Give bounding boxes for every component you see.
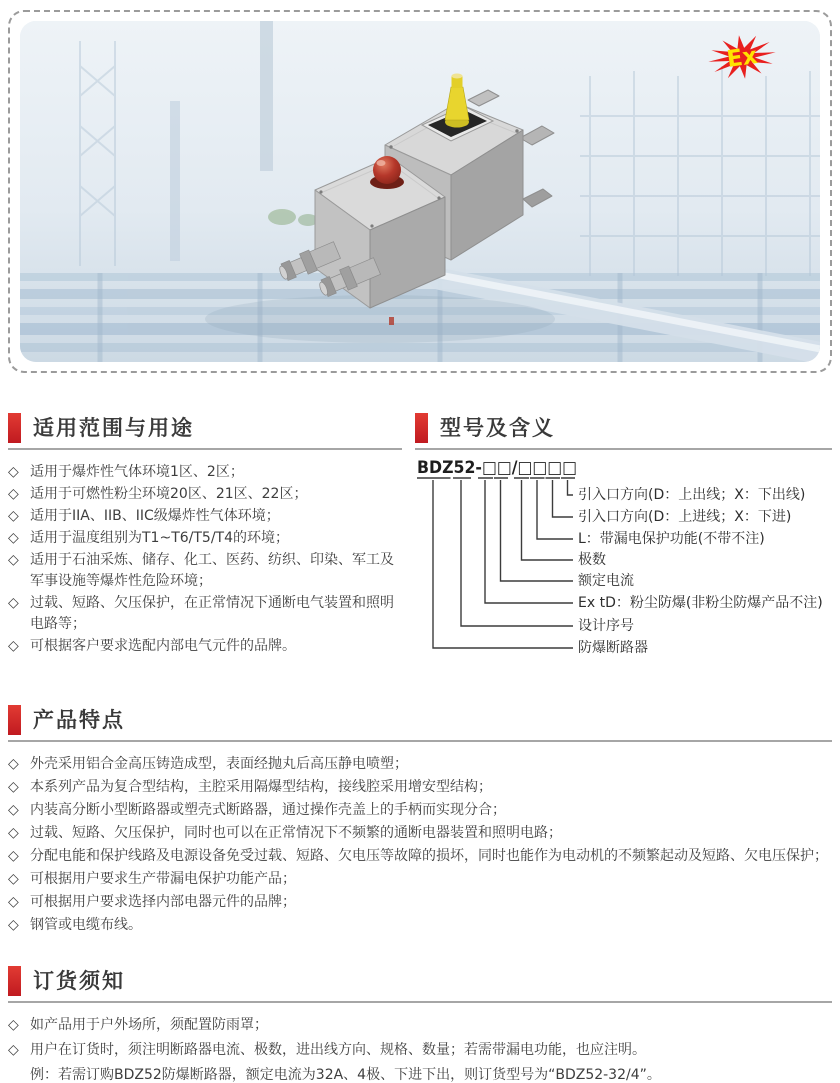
list-item: ◇ 适用于爆炸性气体环境1区、2区； [8, 462, 402, 483]
list-item: ◇ 过载、短路、欠压保护，在正常情况下通断电气装置和照明电路等； [8, 593, 402, 635]
diamond-bullet-icon: ◇ [8, 894, 19, 910]
diamond-bullet-icon: ◇ [8, 508, 19, 524]
section-header [8, 413, 402, 450]
list-item: ◇ 可根据客户要求选配内部电气元件的品牌。 [8, 636, 402, 657]
red-accent-bar [8, 966, 21, 996]
diamond-bullet-icon: ◇ [8, 530, 19, 546]
product-photo-scene [20, 21, 820, 362]
section-features [8, 705, 832, 938]
list-item: ◇ 用户在订货时，须注明断路器电流、极数，进出线方向、规格、数量；若需带漏电功能，也应注明。 [8, 1040, 832, 1061]
ordering-list [8, 1015, 832, 1083]
features-list [8, 754, 832, 936]
diamond-bullet-icon: ◇ [8, 802, 19, 818]
section-model [415, 413, 840, 683]
product-photo [20, 21, 820, 362]
red-accent-bar [415, 413, 428, 443]
ex-badge-text: Ex [725, 42, 760, 73]
section-scope [8, 413, 402, 658]
diamond-bullet-icon: ◇ [8, 464, 19, 480]
section-header [415, 413, 832, 450]
section-title: 订货须知 [33, 969, 125, 993]
list-item: ◇ 如产品用于户外场所，须配置防雨罩； [8, 1015, 832, 1036]
scope-list [8, 462, 402, 657]
section-header [8, 705, 832, 742]
model-label: 额定电流 [578, 573, 634, 589]
diamond-bullet-icon: ◇ [8, 848, 19, 864]
red-accent-bar [8, 705, 21, 735]
list-item: ◇ 适用于温度组别为T1~T6/T5/T4的环境； [8, 528, 402, 549]
list-item: ◇ 内装高分断小型断路器或塑壳式断路器，通过操作壳盖上的手柄而实现分合； [8, 800, 832, 821]
list-item: ◇ 过载、短路、欠压保护，同时也可以在正常情况下不频繁的通断电器装置和照明电路； [8, 823, 832, 844]
diamond-bullet-icon: ◇ [8, 486, 19, 502]
list-item: ◇ 可根据用户要求生产带漏电保护功能产品； [8, 869, 832, 890]
diamond-bullet-icon: ◇ [8, 1042, 19, 1058]
model-code-text: BDZ52-□□/□□□□ [417, 458, 577, 478]
diamond-bullet-icon: ◇ [8, 552, 19, 568]
model-label: L：带漏电保护功能(不带不注) [578, 531, 765, 547]
red-accent-bar [8, 413, 21, 443]
ordering-example: 例：若需订购BDZ52防爆断路器，额定电流为32A、4极、下进下出，则订货型号为“BDZ52-32/4”。 [30, 1067, 661, 1083]
diamond-bullet-icon: ◇ [8, 825, 19, 841]
model-label: 引入口方向(D：上进线；X：下进) [578, 509, 792, 525]
list-item: ◇ 分配电能和保护线路及电源设备免受过载、短路、欠电压等故障的损坏，同时也能作为电动机的不频繁起动及短路、欠电压保护； [8, 846, 832, 867]
diamond-bullet-icon: ◇ [8, 779, 19, 795]
model-diagram [415, 453, 840, 668]
diamond-bullet-icon: ◇ [8, 917, 19, 933]
diamond-bullet-icon: ◇ [8, 638, 19, 654]
diamond-bullet-icon: ◇ [8, 1017, 19, 1033]
list-item: ◇ 适用于IIA、IIB、IIC级爆炸性气体环境； [8, 506, 402, 527]
diamond-bullet-icon: ◇ [8, 871, 19, 887]
list-item: ◇ 钢管或电缆布线。 [8, 915, 832, 936]
section-title: 产品特点 [33, 708, 125, 732]
list-item: ◇ 外壳采用铝合金高压铸造成型，表面经抛丸后高压静电喷塑； [8, 754, 832, 775]
diamond-bullet-icon: ◇ [8, 595, 19, 611]
list-item: ◇ 适用于可燃性粉尘环境20区、21区、22区； [8, 484, 402, 505]
model-label: 设计序号 [578, 618, 634, 634]
diamond-bullet-icon: ◇ [8, 756, 19, 772]
section-ordering [8, 966, 832, 1083]
model-label: Ex tD：粉尘防爆(非粉尘防爆产品不注) [578, 595, 823, 611]
model-label: 防爆断路器 [578, 640, 648, 656]
model-label: 极数 [578, 552, 606, 568]
section-header [8, 966, 832, 1003]
section-title: 型号及含义 [440, 416, 555, 440]
section-title: 适用范围与用途 [33, 416, 194, 440]
list-item: ◇ 适用于石油采炼、储存、化工、医药、纺织、印染、军工及军事设施等爆炸性危险环境； [8, 550, 402, 592]
list-item: ◇ 可根据用户要求选择内部电器元件的品牌； [8, 892, 832, 913]
model-label: 引入口方向(D：上出线；X：下出线) [578, 487, 806, 503]
list-item: ◇ 本系列产品为复合型结构，主腔采用隔爆型结构，接线腔采用增安型结构； [8, 777, 832, 798]
